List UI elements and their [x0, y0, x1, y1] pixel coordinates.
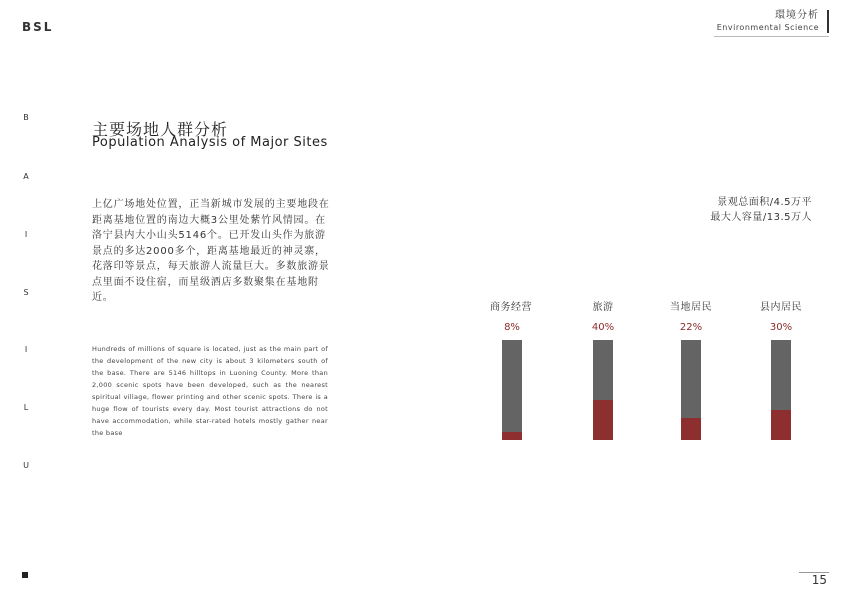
section-title: 環境分析: [717, 10, 829, 22]
category-label: 商务经营: [490, 302, 532, 313]
section-header: [717, 10, 829, 33]
vertical-letter: U: [23, 461, 29, 470]
category-label: 当地居民: [670, 302, 712, 313]
vertical-letter: B: [23, 113, 29, 122]
stat-max-capacity: 最大人容量/13.5万人: [710, 212, 812, 223]
bar-fill: [771, 410, 791, 440]
value-label: 22%: [679, 322, 703, 333]
value-label: 30%: [769, 322, 793, 333]
bar-fill: [681, 418, 701, 440]
corner-marker: [22, 572, 28, 578]
vertical-letter: I: [24, 230, 28, 239]
page-title: 主要场地人群分析: [92, 120, 229, 139]
vertical-letter: L: [23, 403, 29, 412]
header-divider: [714, 36, 829, 37]
value-label: 8%: [504, 322, 520, 333]
chinese-description: 上亿广场地处位置，正当新城市发展的主要地段在距离基地位置的南边大概3公里处紫竹风情园。在洛宁县内大小山头5146个。已开发山头作为旅游景点的多达2000多个，距离基地最近的神灵寨，花落印等景点，每天旅游人流量巨大。多数旅游景点里面不设住宿，而星级酒店多数聚集在基地附近。: [92, 199, 330, 303]
vertical-letter: A: [23, 172, 29, 181]
bar-track: [502, 340, 522, 440]
bar-track: [771, 340, 791, 440]
site-stats: [710, 195, 812, 225]
bar-fill: [593, 400, 613, 440]
section-subtitle: Environmental Science: [717, 22, 829, 33]
page-subtitle: Population Analysis of Major Sites: [92, 135, 328, 150]
bar-fill: [502, 432, 522, 440]
vertical-letter: I: [24, 345, 28, 354]
page-number: 15: [811, 573, 827, 587]
vertical-letter: S: [23, 288, 29, 297]
brand-logo: BSL: [22, 20, 54, 34]
bar-track: [681, 340, 701, 440]
value-label: 40%: [591, 322, 615, 333]
stat-total-area: 景观总面积/4.5万平: [717, 197, 812, 208]
bar-track: [593, 340, 613, 440]
category-label: 县内居民: [760, 302, 802, 313]
english-description: Hundreds of millions of square is located, just as the main part of the development of the new city is about 3 kilometers south of the base. There are 5146 hilltops in Luoning County. More than 2,000 scenic spots have been developed, such as the nearest spiritual village, flower printing and other scenic spots. There is a huge flow of tourists every day. Most tourist attractions do not have accommodation, while star-rated hotels mostly gather near the base: [92, 345, 328, 437]
category-label: 旅游: [592, 302, 614, 313]
